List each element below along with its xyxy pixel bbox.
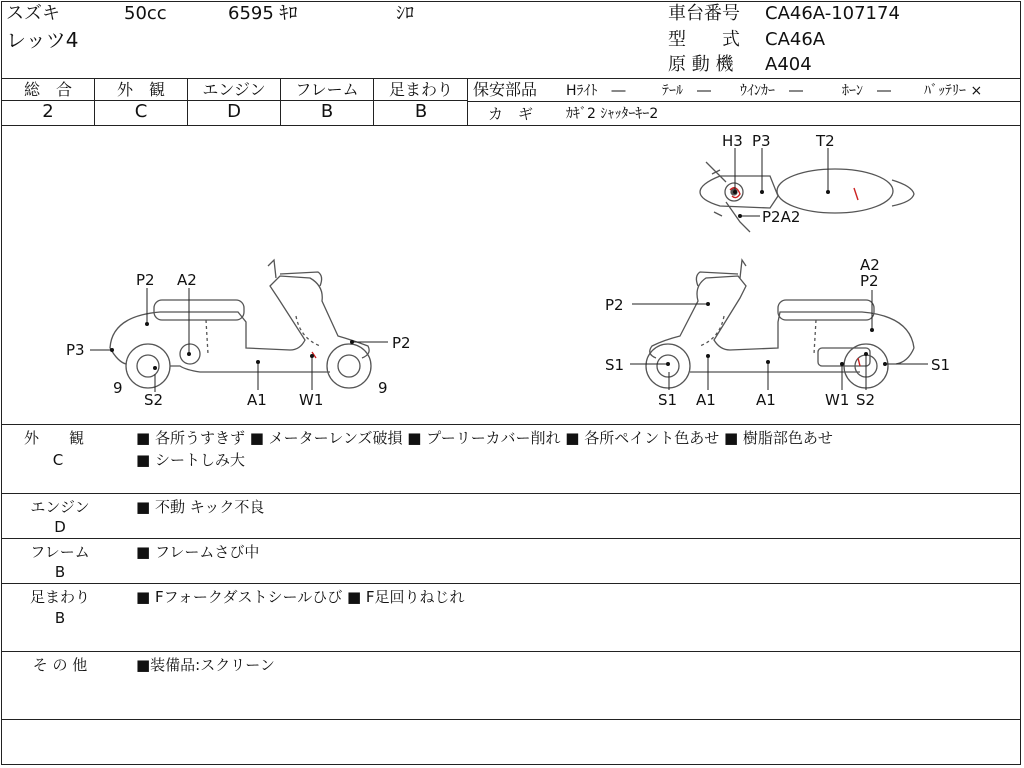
divider bbox=[467, 78, 468, 125]
divider bbox=[1, 78, 1021, 79]
diagram-label: S2 bbox=[144, 391, 164, 409]
key-label: カ ギ bbox=[488, 105, 534, 123]
detail-grade-frame: B bbox=[54, 563, 66, 581]
grade-label-engine: エンジン bbox=[202, 80, 266, 99]
diagram-label: 9 bbox=[378, 379, 388, 397]
detail-line: ■ 各所うすきず ■ メーターレンズ破損 ■ プーリーカバー削れ ■ 各所ペイント色あせ ■ 樹脂部色あせ bbox=[136, 429, 833, 447]
diagram-label: T2 bbox=[816, 132, 835, 150]
frame-no-label: 車台番号 bbox=[668, 3, 740, 24]
divider bbox=[1, 493, 1021, 494]
diagram-label: S1 bbox=[931, 356, 951, 374]
divider bbox=[280, 78, 281, 125]
detail-grade-engine: D bbox=[54, 518, 66, 536]
safety-taillight: ﾃｰﾙ ― bbox=[662, 83, 711, 99]
grade-label-overall: 総 合 bbox=[23, 80, 72, 99]
detail-label-other: そ の 他 bbox=[32, 656, 88, 674]
grade-label-frame: フレーム bbox=[295, 80, 359, 99]
diagram-label: A1 bbox=[756, 391, 776, 409]
divider bbox=[1, 651, 1021, 652]
detail-line: ■装備品:スクリーン bbox=[136, 656, 275, 674]
grade-value-exterior: C bbox=[134, 101, 148, 122]
safety-winker: ｳｲﾝｶｰ ― bbox=[740, 83, 803, 99]
grade-value-engine: D bbox=[227, 101, 241, 122]
diagram-label: P2A2 bbox=[762, 208, 801, 226]
detail-grade-suspension: B bbox=[54, 609, 66, 627]
detail-label-engine: エンジン bbox=[30, 498, 90, 516]
diagram-label: P2 bbox=[605, 296, 624, 314]
detail-label-exterior: 外 観 bbox=[24, 429, 85, 447]
divider bbox=[1, 583, 1021, 584]
diagram-label: 9 bbox=[113, 379, 123, 397]
divider bbox=[373, 78, 374, 125]
detail-grade-exterior: C bbox=[52, 451, 64, 469]
diagram-label: P3 bbox=[66, 341, 85, 359]
diagram-label: S1 bbox=[658, 391, 678, 409]
diagram-label: H3 bbox=[722, 132, 743, 150]
detail-label-frame: フレーム bbox=[30, 543, 90, 561]
divider bbox=[467, 101, 1021, 102]
type-value: CA46A bbox=[765, 29, 826, 50]
divider bbox=[94, 78, 95, 125]
safety-battery: ﾊﾞｯﾃﾘｰ × bbox=[924, 83, 983, 99]
diagram-label: A2 bbox=[177, 271, 197, 289]
detail-label-suspension: 足まわり bbox=[29, 588, 90, 606]
grade-value-suspension: B bbox=[414, 101, 428, 122]
detail-line: ■ シートしみ大 bbox=[136, 451, 245, 469]
color: ｼﾛ bbox=[396, 3, 414, 24]
safety-horn: ﾎｰﾝ ― bbox=[842, 83, 891, 99]
diagram-label: S2 bbox=[856, 391, 876, 409]
diagram-label: A1 bbox=[696, 391, 716, 409]
diagram-label: A1 bbox=[247, 391, 267, 409]
safety-label: 保安部品 bbox=[473, 80, 538, 99]
displacement: 50cc bbox=[124, 3, 167, 24]
diagram-label: S1 bbox=[605, 356, 625, 374]
diagram-label: P2 bbox=[136, 271, 155, 289]
grade-value-overall: 2 bbox=[42, 101, 54, 122]
divider bbox=[1, 719, 1021, 720]
diagram-label: P3 bbox=[752, 132, 771, 150]
detail-line: ■ 不動 キック不良 bbox=[136, 498, 265, 516]
engine-value: A404 bbox=[765, 54, 812, 75]
diagram-label: P2 bbox=[860, 272, 879, 290]
safety-headlight: Hﾗｲﾄ ― bbox=[566, 83, 626, 99]
diagram-label: W1 bbox=[299, 391, 324, 409]
model-name: レッツ4 bbox=[6, 28, 79, 52]
mileage: 6595 ｷﾛ bbox=[228, 3, 298, 24]
key-value: ｶｷﾞ2 ｼｬｯﾀｰｷｰ2 bbox=[566, 106, 659, 122]
grade-value-frame: B bbox=[320, 101, 334, 122]
divider bbox=[187, 78, 188, 125]
maker: スズキ bbox=[6, 3, 60, 24]
detail-line: ■ フレームさび中 bbox=[136, 543, 260, 561]
engine-label: 原 動 機 bbox=[668, 54, 734, 75]
diagram-label: A2 bbox=[860, 256, 880, 274]
divider bbox=[1, 538, 1021, 539]
detail-line: ■ Fフォークダストシールひび ■ F足回りねじれ bbox=[136, 588, 465, 606]
grade-label-suspension: 足まわり bbox=[388, 80, 453, 99]
frame-no: CA46A-107174 bbox=[765, 3, 900, 24]
diagram-label: W1 bbox=[825, 391, 850, 409]
grade-label-exterior: 外 観 bbox=[116, 80, 165, 99]
type-label: 型 式 bbox=[668, 29, 740, 50]
scooter-diagram bbox=[0, 126, 1022, 424]
divider bbox=[1, 424, 1021, 425]
diagram-label: P2 bbox=[392, 334, 411, 352]
